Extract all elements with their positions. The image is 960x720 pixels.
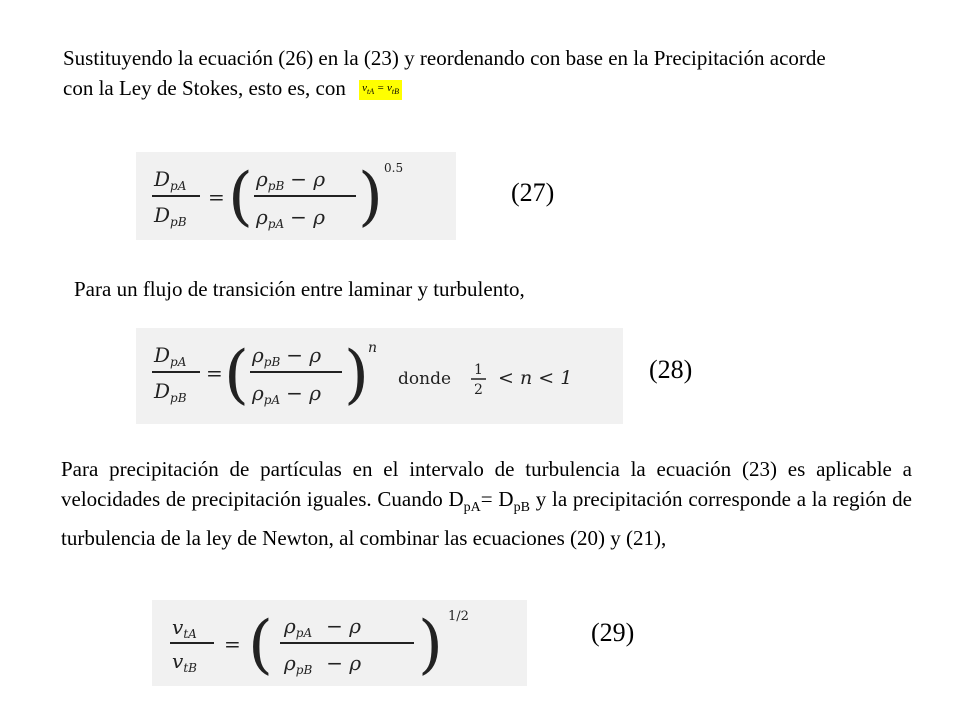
- lhs-numerator: D: [154, 343, 171, 367]
- v-symbol: v: [387, 82, 392, 95]
- sub-tb: tB: [391, 87, 400, 97]
- lhs-numerator-sub: pA: [170, 179, 187, 193]
- equals-sign: =: [208, 185, 225, 209]
- rhs-denominator-sub: pB: [295, 663, 313, 677]
- equals-sign: =: [376, 82, 385, 95]
- rhs-numerator-tail: − ρ: [286, 343, 322, 367]
- paragraph-stokes: [63, 43, 843, 103]
- svg-text:DpB: [153, 203, 187, 229]
- left-paren: (: [224, 338, 249, 412]
- svg-text:ρpA− ρ: [251, 381, 321, 407]
- rhs-denominator-sub: pA: [263, 393, 281, 407]
- equals-sign: =: [206, 361, 223, 385]
- lhs-denominator-sub: pB: [170, 391, 187, 405]
- equation-number-27: (27): [511, 178, 555, 207]
- rhs-denominator-tail: − ρ: [286, 381, 321, 405]
- sub-ta: tA: [366, 87, 375, 97]
- lhs-denominator: v: [172, 649, 184, 673]
- rhs-denominator-rho: ρ: [256, 205, 268, 229]
- subscript-pa: pA: [463, 500, 481, 515]
- rhs-denominator-sub: pA: [267, 217, 285, 231]
- condition-tail: < n < 1: [498, 367, 573, 389]
- left-paren: (: [228, 160, 253, 234]
- rhs-numerator-sub: pB: [267, 179, 285, 193]
- svg-text:DpA: [153, 343, 187, 369]
- rhs-numerator-rho: ρ: [256, 167, 268, 191]
- paragraph-turbulence-text-1: Para precipitación de partículas en el intervalo de turbulencia la ecuación (23) es aplicable a velocidades de precipitación iguales. Cuando D: [61, 457, 912, 511]
- rhs-numerator-sub: pB: [263, 355, 281, 369]
- exponent: 1/2: [448, 609, 469, 624]
- rhs-denominator-rho: ρ: [284, 651, 296, 675]
- svg-text:ρpB− ρ: [255, 167, 325, 193]
- lhs-denominator-sub: tB: [183, 661, 197, 675]
- lhs-numerator: v: [172, 615, 184, 639]
- lhs-denominator: D: [154, 379, 171, 403]
- equation-29-graphic: [152, 600, 527, 686]
- equation-27-graphic: [136, 152, 456, 240]
- svg-text:DpB: [153, 379, 187, 405]
- left-paren: (: [248, 608, 273, 682]
- lhs-numerator-sub: pA: [170, 355, 187, 369]
- equation-number-28: (28): [649, 355, 693, 384]
- highlighted-condition: [359, 80, 402, 100]
- rhs-denominator-tail: − ρ: [326, 651, 362, 675]
- exponent: n: [368, 340, 378, 356]
- svg-text:vtB: [172, 649, 197, 675]
- svg-text:vtA: [172, 615, 197, 641]
- fraction-numerator: 1: [474, 362, 483, 378]
- rhs-denominator-tail: − ρ: [290, 205, 325, 229]
- lhs-denominator: D: [154, 203, 171, 227]
- right-paren: ): [418, 608, 443, 682]
- paragraph-transition: Para un flujo de transición entre laminar y turbulento,: [74, 277, 525, 301]
- svg-text:DpA: [153, 167, 187, 193]
- right-paren: ): [358, 160, 383, 234]
- svg-text:ρpB− ρ: [283, 651, 361, 677]
- lhs-numerator: D: [154, 167, 171, 191]
- equation-number-29: (29): [591, 618, 635, 647]
- condition-word: donde: [398, 369, 452, 389]
- paragraph-turbulence-text-2: = D: [480, 487, 514, 511]
- paragraph-stokes-text: Sustituyendo la ecuación (26) en la (23) y reordenando con base en la Precipitación acorde con la Ley de Stokes, esto es, con: [63, 46, 826, 100]
- svg-text:ρpA− ρ: [255, 205, 325, 231]
- lhs-numerator-sub: tA: [183, 627, 197, 641]
- equation-27-image: [136, 152, 456, 240]
- svg-text:ρpB− ρ: [251, 343, 321, 369]
- equals-sign: =: [224, 632, 241, 656]
- rhs-numerator-sub: pA: [295, 626, 313, 640]
- rhs-numerator-tail: − ρ: [326, 614, 361, 638]
- paragraph-turbulence-text-3: y la precipitación corresponde a la región de turbulencia de la ley de Newton, al combinar las ecuaciones (20) y (21),: [61, 487, 912, 550]
- equation-29-image: [152, 600, 527, 686]
- v-symbol: v: [362, 82, 367, 95]
- equation-28-graphic: [136, 328, 623, 424]
- paragraph-turbulence: [61, 454, 912, 553]
- rhs-numerator-tail: − ρ: [290, 167, 326, 191]
- rhs-denominator-rho: ρ: [252, 381, 264, 405]
- fraction-denominator: 2: [474, 382, 483, 398]
- exponent: 0.5: [384, 161, 404, 175]
- rhs-numerator-rho: ρ: [252, 343, 264, 367]
- lhs-denominator-sub: pB: [170, 215, 187, 229]
- right-paren: ): [344, 338, 369, 412]
- equation-28-image: [136, 328, 623, 424]
- rhs-numerator-rho: ρ: [284, 614, 296, 638]
- svg-text:ρpA− ρ: [283, 614, 361, 640]
- subscript-pb: pB: [513, 500, 530, 515]
